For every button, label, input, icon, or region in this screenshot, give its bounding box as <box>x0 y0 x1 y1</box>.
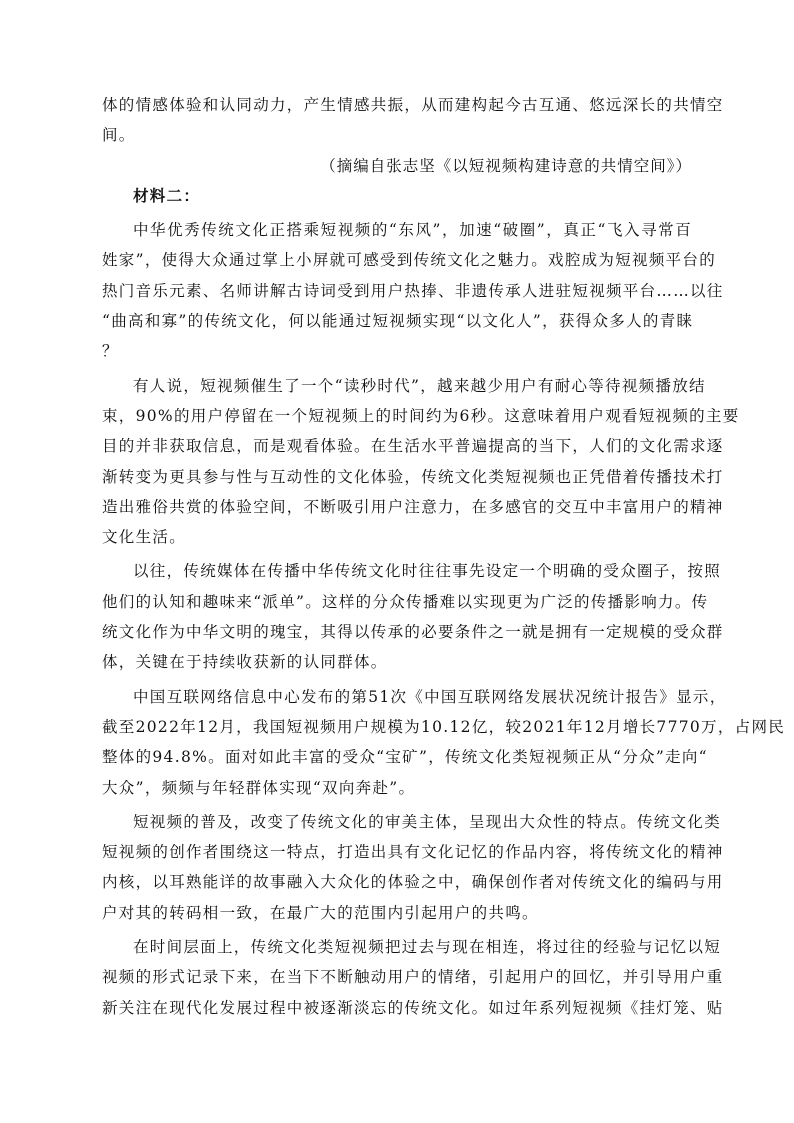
citation: （摘编自张志坚《以短视频构建诗意的共情空间》） <box>320 156 692 175</box>
text-line: 中国互联网络信息中心发布的第51次《中国互联网络发展状况统计报告》显示， <box>133 687 727 706</box>
text-line: 有人说，短视频催生了一个“读秒时代”，越来越少用户有耐心等待视频播放结 <box>133 376 706 395</box>
text-line: 渐转变为更具参与性与互动性的文化体验，传统文化类短视频也正凭借着传播技术打 <box>102 467 724 486</box>
text-line: 整体的94.8%。面对如此丰富的受众“宝矿”，传统文化类短视频正从“分众”走向“ <box>102 748 708 767</box>
paragraph <box>102 932 724 1023</box>
text-line: 户对其的转码相一致，在最广大的范围内引起用户的共鸣。 <box>102 903 539 922</box>
paragraph <box>102 556 724 677</box>
text-line: 以往，传统媒体在传播中华传统文化时往往事先设定一个明确的受众圈子，按照 <box>133 562 722 581</box>
material1-tail <box>102 90 724 181</box>
section-heading: 材料二： <box>133 185 201 205</box>
text-line: 造出雅俗共赏的体验空间，不断吸引用户注意力，在多感官的交互中丰富用户的精神 <box>102 497 724 516</box>
text-line: 内核，以耳熟能详的故事融入大众化的体验之中，确保创作者对传统文化的编码与用 <box>102 873 724 892</box>
text-line: 在时间层面上，传统文化类短视频把过去与现在相连，将过往的经验与记忆以短 <box>133 938 722 957</box>
paragraph <box>102 682 786 803</box>
text-line: 新关注在现代化发展过程中被逐渐淡忘的传统文化。如过年系列短视频《挂灯笼、贴 <box>102 998 724 1017</box>
paragraph <box>102 807 724 928</box>
text-line: “曲高和寡”的传统文化，何以能通过短视频实现“以文化人”，获得众多人的青睐 <box>102 312 694 331</box>
text-line: 体，关键在于持续收获新的认同群体。 <box>102 653 388 672</box>
text-line: 体的情感体验和认同动力，产生情感共振，从而建构起今古互通、悠远深长的共情空 <box>102 96 724 114</box>
text-line: 统文化作为中华文明的瑰宝，其得以传承的必要条件之一就是拥有一定规模的受众群 <box>102 623 724 642</box>
text-line: 间。 <box>102 126 136 145</box>
text-line: 他们的认知和趣味来“派单”。这样的分众传播难以实现更为广泛的传播影响力。传 <box>102 592 709 611</box>
material2-section <box>102 181 786 1023</box>
paragraph <box>102 371 740 553</box>
text-line: 文化生活。 <box>102 528 187 547</box>
text-line: 视频的形式记录下来，在当下不断触动用户的情绪，引起用户的回忆，并引导用户重 <box>102 968 724 987</box>
text-line: 截至2022年12月，我国短视频用户规模为10.12亿，较2021年12月增长7770万，占网民 <box>102 717 786 736</box>
text-line: 姓家”，使得大众通过掌上小屏就可感受到传统文化之魅力。戏腔成为短视频平台的 <box>102 251 717 270</box>
text-line: 短视频的创作者围绕这一特点，打造出具有文化记忆的作品内容，将传统文化的精神 <box>102 843 724 862</box>
text-line: 束，90%的用户停留在一个短视频上的时间约为6秒。这意味着用户观看短视频的主要 <box>102 406 740 425</box>
text-line: 短视频的普及，改变了传统文化的审美主体，呈现出大众性的特点。传统文化类 <box>133 812 722 831</box>
text-line: 目的并非获取信息，而是观看体验。在生活水平普遍提高的当下，人们的文化需求逐 <box>102 437 724 456</box>
text-line: ？ <box>102 342 119 361</box>
text-line: 大众”，频频与年轻群体实现“双向奔赴”。 <box>102 778 416 797</box>
text-line: 中华优秀传统文化正搭乘短视频的“东风”，加速“破圈”，真正“飞入寻常百 <box>133 221 692 240</box>
paragraph <box>102 215 724 366</box>
text-line: 热门音乐元素、名师讲解古诗词受到用户热捧、非遗传承人进驻短视频平台……以往 <box>102 281 724 300</box>
